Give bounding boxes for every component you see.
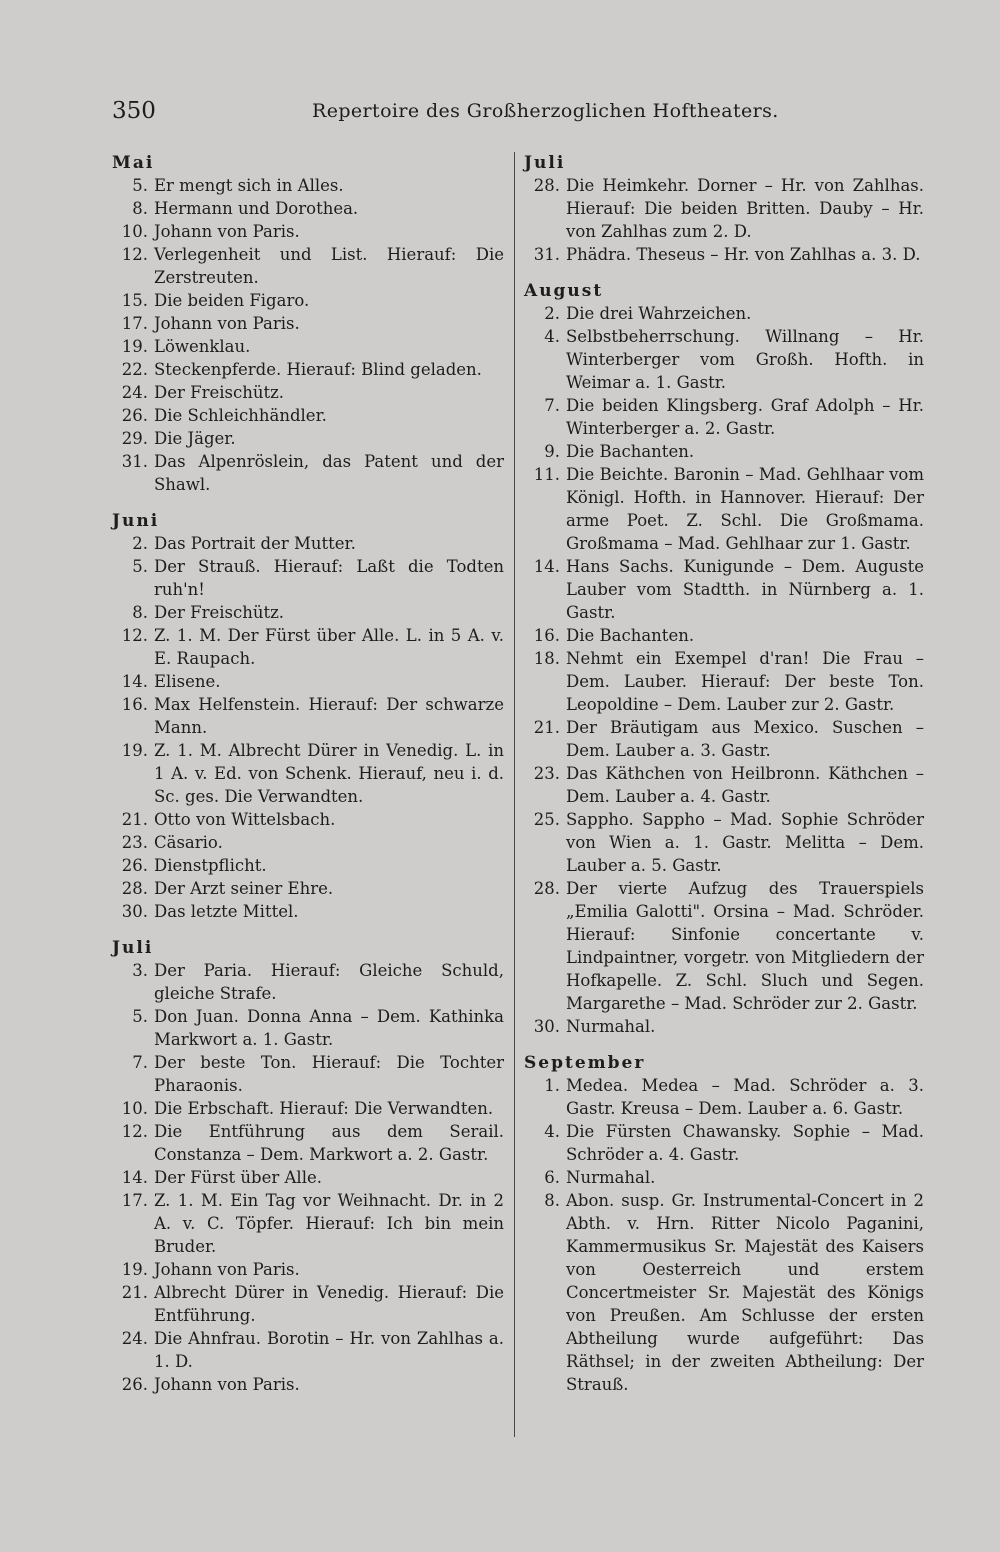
entry-day: 11. [533, 465, 560, 484]
repertoire-entry [112, 624, 504, 670]
entry-day: 28. [533, 176, 560, 195]
entry-day: 19. [121, 741, 148, 760]
repertoire-entry [112, 1166, 504, 1189]
entry-day: 26. [121, 406, 148, 425]
entry-text: Löwenklau. [154, 337, 251, 356]
repertoire-entry [112, 808, 504, 831]
month-section [524, 1052, 924, 1396]
entry-text: Johann von Paris. [154, 1260, 300, 1279]
entry-text: Don Juan. Donna Anna – Dem. Kathinka Markwort a. 1. Gastr. [154, 1007, 504, 1049]
entry-day: 31. [533, 245, 560, 264]
month-heading: September [524, 1053, 646, 1073]
repertoire-entry [112, 900, 504, 923]
repertoire-entry [112, 1327, 504, 1373]
entry-day: 4. [544, 327, 560, 346]
repertoire-entry [524, 1120, 924, 1166]
entry-text: Die beiden Figaro. [154, 291, 310, 310]
entry-day: 16. [533, 626, 560, 645]
month-heading: Juni [112, 511, 160, 531]
entry-text: Der Freischütz. [154, 603, 285, 622]
entry-text: Die Fürsten Chawansky. Sophie – Mad. Schröder a. 4. Gastr. [566, 1122, 924, 1164]
month-section [112, 152, 504, 496]
entry-day: 3. [132, 961, 148, 980]
entry-text: Hermann und Dorothea. [154, 199, 359, 218]
repertoire-entry [112, 670, 504, 693]
entry-text: Die Schleichhändler. [154, 406, 327, 425]
entry-text: Die drei Wahrzeichen. [566, 304, 752, 323]
repertoire-entry [112, 693, 504, 739]
repertoire-entry [112, 1189, 504, 1258]
entry-text: Er mengt sich in Alles. [154, 176, 344, 195]
repertoire-entry [112, 450, 504, 496]
month-heading: Juli [112, 938, 154, 958]
entry-day: 21. [533, 718, 560, 737]
entry-day: 21. [121, 810, 148, 829]
entry-day: 9. [544, 442, 560, 461]
entry-day: 8. [132, 603, 148, 622]
page-header [112, 98, 922, 128]
entry-text: Nurmahal. [566, 1168, 656, 1187]
repertoire-entry [524, 877, 924, 1015]
entry-day: 12. [121, 1122, 148, 1141]
month-section [524, 152, 924, 266]
repertoire-entry [112, 532, 504, 555]
repertoire-entry [524, 463, 924, 555]
repertoire-entry [112, 358, 504, 381]
entry-text: Die Heimkehr. Dorner – Hr. von Zahlhas. Hierauf: Die beiden Britten. Dauby – Hr. von Zahlhas zum 2. D. [566, 176, 924, 241]
entry-text: Die Beichte. Baronin – Mad. Gehlhaar vom Königl. Hofth. in Hannover. Hierauf: Der arme Poet. Z. Schl. Die Großmama. Großmama – Mad. Gehlhaar zur 1. Gastr. [566, 465, 924, 553]
repertoire-entry [112, 381, 504, 404]
entry-day: 1. [544, 1076, 560, 1095]
repertoire-entry [112, 877, 504, 900]
entry-text: Steckenpferde. Hierauf: Blind geladen. [154, 360, 482, 379]
entry-text: Johann von Paris. [154, 314, 300, 333]
entry-text: Nurmahal. [566, 1017, 656, 1036]
repertoire-entry [524, 394, 924, 440]
repertoire-entry [112, 739, 504, 808]
repertoire-entry [112, 1005, 504, 1051]
entry-text: Dienstpflicht. [154, 856, 267, 875]
entry-day: 8. [544, 1191, 560, 1210]
repertoire-entry [524, 808, 924, 877]
entry-text: Der Fürst über Alle. [154, 1168, 322, 1187]
entry-text: Z. 1. M. Ein Tag vor Weihnacht. Dr. in 2 A. v. C. Töpfer. Hierauf: Ich bin mein Bruder. [154, 1191, 504, 1256]
repertoire-entry [524, 440, 924, 463]
entry-text: Das Käthchen von Heilbronn. Käthchen – Dem. Lauber a. 4. Gastr. [566, 764, 924, 806]
entry-day: 8. [132, 199, 148, 218]
entry-day: 23. [533, 764, 560, 783]
repertoire-entry [112, 427, 504, 450]
entry-text: Der Freischütz. [154, 383, 285, 402]
entry-day: 7. [132, 1053, 148, 1072]
entry-day: 5. [132, 1007, 148, 1026]
page-number: 350 [112, 98, 156, 124]
repertoire-entry [524, 1166, 924, 1189]
repertoire-entry [112, 854, 504, 877]
entry-day: 2. [544, 304, 560, 323]
repertoire-entry [112, 335, 504, 358]
entry-text: Selbstbeherrschung. Willnang – Hr. Winterberger vom Großh. Hofth. in Weimar a. 1. Gastr. [566, 327, 924, 392]
entry-text: Verlegenheit und List. Hierauf: Die Zerstreuten. [154, 245, 504, 287]
entry-day: 24. [121, 1329, 148, 1348]
repertoire-entry [112, 831, 504, 854]
entry-text: Cäsario. [154, 833, 223, 852]
repertoire-entry [524, 243, 924, 266]
entry-text: Die Entführung aus dem Serail. Constanza – Dem. Markwort a. 2. Gastr. [154, 1122, 504, 1164]
repertoire-entry [524, 624, 924, 647]
entry-text: Sappho. Sappho – Mad. Sophie Schröder von Wien a. 1. Gastr. Melitta – Dem. Lauber a. 5. Gastr. [566, 810, 924, 875]
entry-text: Das letzte Mittel. [154, 902, 299, 921]
month-section [112, 937, 504, 1396]
entry-day: 31. [121, 452, 148, 471]
entry-text: Medea. Medea – Mad. Schröder a. 3. Gastr. Kreusa – Dem. Lauber a. 6. Gastr. [566, 1076, 924, 1118]
entry-text: Nehmt ein Exempel d'ran! Die Frau – Dem. Lauber. Hierauf: Der beste Ton. Leopoldine – Dem. Lauber zur 2. Gastr. [566, 649, 924, 714]
repertoire-entry [112, 555, 504, 601]
right-column [524, 152, 924, 1410]
entry-text: Der Strauß. Hierauf: Laßt die Todten ruh'n! [154, 557, 504, 599]
entry-day: 16. [121, 695, 148, 714]
entry-day: 14. [121, 1168, 148, 1187]
repertoire-entry [112, 220, 504, 243]
repertoire-entry [524, 716, 924, 762]
running-title: Repertoire des Großherzoglichen Hoftheaters. [312, 100, 779, 122]
repertoire-entry [112, 959, 504, 1005]
repertoire-entry [524, 1189, 924, 1396]
entry-text: Die beiden Klingsberg. Graf Adolph – Hr. Winterberger a. 2. Gastr. [566, 396, 924, 438]
repertoire-entry [112, 312, 504, 335]
repertoire-entry [112, 174, 504, 197]
repertoire-entry [112, 1281, 504, 1327]
repertoire-entry [524, 302, 924, 325]
repertoire-entry [524, 647, 924, 716]
left-column [112, 152, 504, 1410]
entry-text: Z. 1. M. Der Fürst über Alle. L. in 5 A. v. E. Raupach. [154, 626, 504, 668]
entry-day: 26. [121, 1375, 148, 1394]
month-heading: Juli [524, 153, 566, 173]
entry-day: 5. [132, 176, 148, 195]
entry-day: 17. [121, 314, 148, 333]
entry-day: 22. [121, 360, 148, 379]
repertoire-entry [112, 1051, 504, 1097]
entry-text: Hans Sachs. Kunigunde – Dem. Auguste Lauber vom Stadtth. in Nürnberg a. 1. Gastr. [566, 557, 924, 622]
entry-day: 17. [121, 1191, 148, 1210]
repertoire-entry [524, 174, 924, 243]
entry-day: 18. [533, 649, 560, 668]
entry-text: Die Jäger. [154, 429, 236, 448]
entry-text: Der Paria. Hierauf: Gleiche Schuld, gleiche Strafe. [154, 961, 504, 1003]
entry-day: 10. [121, 1099, 148, 1118]
repertoire-entry [112, 1097, 504, 1120]
entry-day: 15. [121, 291, 148, 310]
repertoire-entry [112, 289, 504, 312]
entry-day: 29. [121, 429, 148, 448]
month-heading: August [524, 281, 604, 301]
repertoire-entry [524, 1015, 924, 1038]
column-divider [514, 152, 515, 1437]
entry-text: Johann von Paris. [154, 1375, 300, 1394]
entry-text: Albrecht Dürer in Venedig. Hierauf: Die Entführung. [154, 1283, 504, 1325]
month-section [112, 510, 504, 923]
month-heading: Mai [112, 153, 155, 173]
entry-day: 7. [544, 396, 560, 415]
entry-text: Das Portrait der Mutter. [154, 534, 356, 553]
month-section [524, 280, 924, 1038]
entry-text: Der beste Ton. Hierauf: Die Tochter Pharaonis. [154, 1053, 504, 1095]
entry-day: 30. [533, 1017, 560, 1036]
entry-day: 5. [132, 557, 148, 576]
entry-text: Max Helfenstein. Hierauf: Der schwarze Mann. [154, 695, 504, 737]
repertoire-entry [112, 197, 504, 220]
entry-text: Elisene. [154, 672, 221, 691]
repertoire-entry [112, 601, 504, 624]
entry-text: Der Arzt seiner Ehre. [154, 879, 334, 898]
entry-day: 24. [121, 383, 148, 402]
entry-day: 14. [533, 557, 560, 576]
entry-day: 30. [121, 902, 148, 921]
entry-day: 12. [121, 626, 148, 645]
entry-day: 26. [121, 856, 148, 875]
repertoire-entry [112, 404, 504, 427]
entry-day: 19. [121, 337, 148, 356]
entry-day: 14. [121, 672, 148, 691]
entry-text: Die Ahnfrau. Borotin – Hr. von Zahlhas a. 1. D. [154, 1329, 504, 1371]
entry-day: 23. [121, 833, 148, 852]
entry-text: Phädra. Theseus – Hr. von Zahlhas a. 3. D. [566, 245, 921, 264]
repertoire-entry [524, 325, 924, 394]
repertoire-entry [112, 243, 504, 289]
repertoire-entry [524, 1074, 924, 1120]
entry-day: 28. [121, 879, 148, 898]
entry-text: Abon. susp. Gr. Instrumental-Concert in 2 Abth. v. Hrn. Ritter Nicolo Paganini, Kammermusikus Sr. Majestät des Kaisers von Oesterreich und erstem Concertmeister Sr. Majestät des Königs von Preußen. Am Schlusse der ersten Abtheilung wurde aufgeführt: Das Räthsel; in der zweiten Abtheilung: Der Strauß. [566, 1191, 924, 1394]
entry-day: 6. [544, 1168, 560, 1187]
entry-day: 19. [121, 1260, 148, 1279]
repertoire-entry [524, 762, 924, 808]
entry-day: 4. [544, 1122, 560, 1141]
repertoire-entry [524, 555, 924, 624]
entry-text: Der vierte Aufzug des Trauerspiels „Emilia Galotti". Orsina – Mad. Schröder. Hierauf: Sinfonie concertante v. Lindpaintner, vorgetr. von Mitgliedern der Hofkapelle. Z. Schl. Sluch und Segen. Margarethe – Mad. Schröder zur 2. Gastr. [566, 879, 924, 1013]
entry-day: 28. [533, 879, 560, 898]
entry-text: Otto von Wittelsbach. [154, 810, 336, 829]
entry-day: 2. [132, 534, 148, 553]
entry-text: Die Erbschaft. Hierauf: Die Verwandten. [154, 1099, 494, 1118]
repertoire-entry [112, 1120, 504, 1166]
entry-day: 12. [121, 245, 148, 264]
entry-text: Das Alpenröslein, das Patent und der Shawl. [154, 452, 504, 494]
entry-day: 10. [121, 222, 148, 241]
entry-text: Johann von Paris. [154, 222, 300, 241]
entry-text: Z. 1. M. Albrecht Dürer in Venedig. L. in 1 A. v. Ed. von Schenk. Hierauf, neu i. d. Sc. ges. Die Verwandten. [154, 741, 504, 806]
entry-text: Die Bachanten. [566, 626, 695, 645]
repertoire-entry [112, 1258, 504, 1281]
repertoire-entry [112, 1373, 504, 1396]
entry-text: Die Bachanten. [566, 442, 695, 461]
entry-day: 21. [121, 1283, 148, 1302]
entry-text: Der Bräutigam aus Mexico. Suschen – Dem. Lauber a. 3. Gastr. [566, 718, 924, 760]
entry-day: 25. [533, 810, 560, 829]
